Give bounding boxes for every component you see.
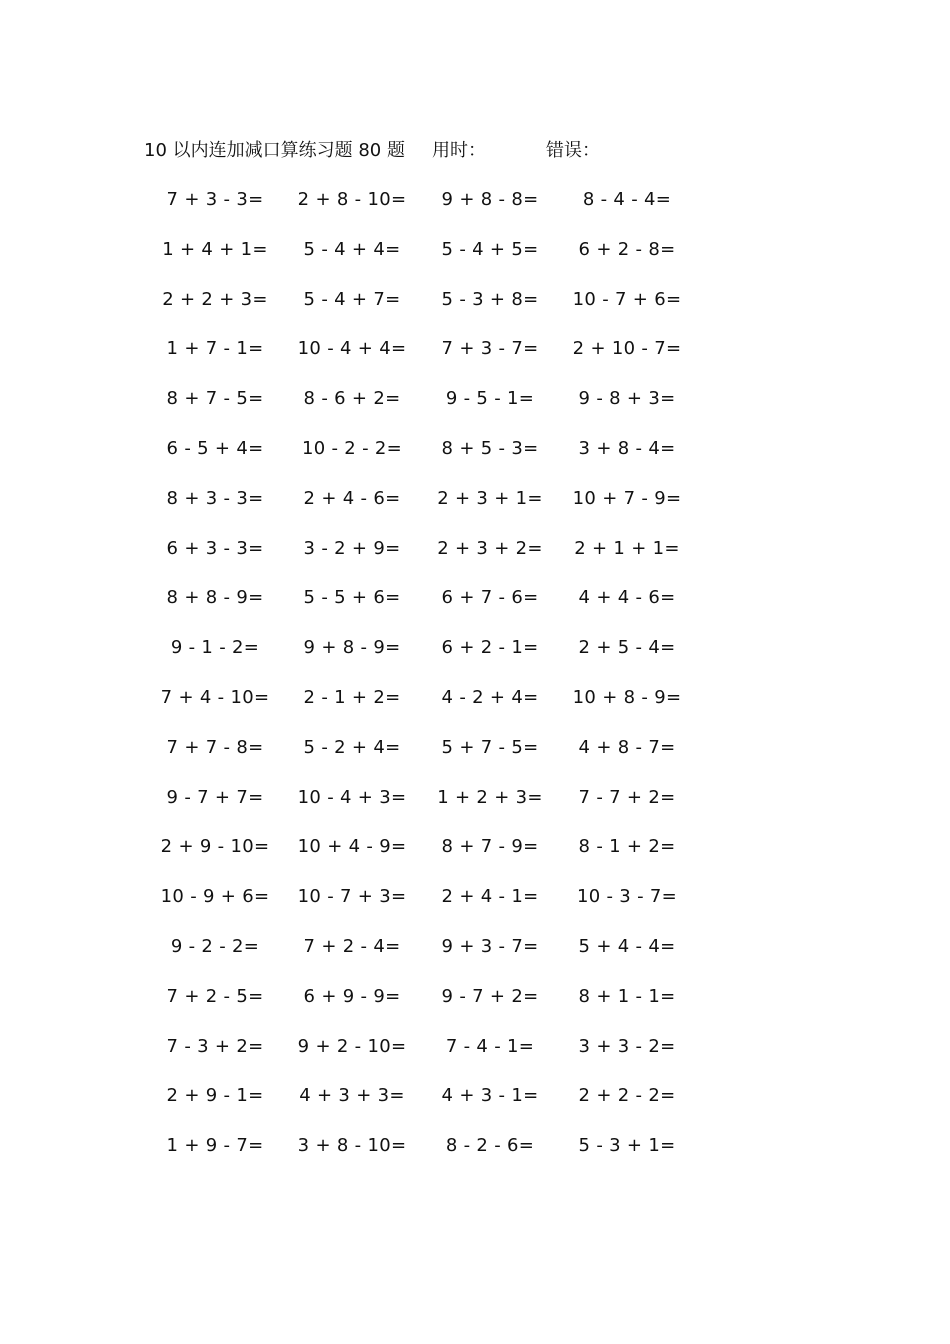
math-problem: 10 - 2 - 2= <box>301 437 403 459</box>
math-problem: 9 - 7 + 7= <box>166 786 264 808</box>
math-problem: 2 + 9 - 1= <box>166 1085 264 1107</box>
math-problem: 5 - 3 + 1= <box>578 1135 676 1157</box>
math-problem: 4 + 8 - 7= <box>578 736 676 758</box>
math-problem: 2 - 1 + 2= <box>303 686 401 708</box>
math-problem: 2 + 3 + 2= <box>437 537 543 559</box>
math-problem: 7 + 7 - 8= <box>166 736 264 758</box>
math-problem: 8 - 6 + 2= <box>303 388 401 410</box>
math-problem: 10 - 3 - 7= <box>576 886 678 908</box>
math-problem: 9 - 7 + 2= <box>441 985 539 1007</box>
math-problem: 9 + 8 - 9= <box>303 637 401 659</box>
math-problem: 10 - 4 + 4= <box>297 338 407 360</box>
math-problem: 3 + 8 - 10= <box>297 1135 407 1157</box>
math-problem: 2 + 10 - 7= <box>572 338 682 360</box>
math-problem: 10 - 7 + 3= <box>297 886 407 908</box>
math-problem: 10 + 7 - 9= <box>572 487 682 509</box>
math-problem: 6 + 7 - 6= <box>441 587 539 609</box>
math-problem: 5 + 7 - 5= <box>441 736 539 758</box>
math-problem: 9 - 1 - 2= <box>170 637 260 659</box>
problem-row <box>150 584 690 634</box>
math-problem: 7 + 4 - 10= <box>160 686 270 708</box>
problem-row <box>150 634 690 684</box>
math-problem: 7 + 2 - 4= <box>303 935 401 957</box>
math-problem: 2 + 3 + 1= <box>437 487 543 509</box>
math-problem: 4 + 3 - 1= <box>441 1085 539 1107</box>
problem-row <box>150 186 690 236</box>
problem-row <box>150 385 690 435</box>
problem-row <box>150 983 690 1033</box>
math-problem: 10 - 4 + 3= <box>297 786 407 808</box>
math-problem: 2 + 5 - 4= <box>578 637 676 659</box>
problem-row <box>150 883 690 933</box>
math-problem: 10 + 8 - 9= <box>572 686 682 708</box>
math-problem: 8 - 4 - 4= <box>582 189 672 210</box>
problem-row <box>150 286 690 336</box>
math-problem: 1 + 7 - 1= <box>166 338 264 360</box>
math-problem: 1 + 2 + 3= <box>437 786 543 808</box>
math-problem: 3 + 3 - 2= <box>578 1035 676 1057</box>
math-problem: 8 + 7 - 9= <box>441 836 539 858</box>
math-problem: 10 - 7 + 6= <box>572 288 682 310</box>
math-problem: 3 + 8 - 4= <box>578 437 676 459</box>
problem-row <box>150 535 690 585</box>
math-problem: 7 + 3 - 3= <box>166 189 264 210</box>
problem-row <box>150 485 690 535</box>
math-problem: 2 + 2 - 2= <box>578 1085 676 1107</box>
math-problem: 8 + 8 - 9= <box>166 587 264 609</box>
math-problem: 6 + 9 - 9= <box>303 985 401 1007</box>
problem-row <box>150 335 690 385</box>
problem-row <box>150 734 690 784</box>
math-problem: 8 + 5 - 3= <box>441 437 539 459</box>
math-problem: 3 - 2 + 9= <box>303 537 401 559</box>
math-problem: 9 + 2 - 10= <box>297 1035 407 1057</box>
problem-row <box>150 236 690 286</box>
problem-row <box>150 1132 690 1182</box>
math-problem: 5 - 2 + 4= <box>303 736 401 758</box>
math-problem: 5 + 4 - 4= <box>578 935 676 957</box>
math-problem: 4 + 3 + 3= <box>299 1085 405 1107</box>
math-problem: 7 - 4 - 1= <box>445 1035 535 1057</box>
math-problem: 1 + 4 + 1= <box>162 238 268 260</box>
math-problem: 8 - 2 - 6= <box>445 1135 535 1157</box>
problem-row <box>150 684 690 734</box>
math-problem: 9 + 8 - 8= <box>441 189 539 210</box>
math-problem: 6 + 3 - 3= <box>166 537 264 559</box>
math-problem: 9 + 3 - 7= <box>441 935 539 957</box>
math-problem: 4 + 4 - 6= <box>578 587 676 609</box>
math-problem: 10 + 4 - 9= <box>297 836 407 858</box>
worksheet-title: 10 以内连加减口算练习题 80 题 <box>144 140 405 161</box>
math-problem: 6 - 5 + 4= <box>166 437 264 459</box>
math-problem: 7 - 3 + 2= <box>166 1035 264 1057</box>
math-problem: 2 + 1 + 1= <box>574 537 680 559</box>
math-problem: 7 + 2 - 5= <box>166 985 264 1007</box>
math-problem: 6 + 2 - 8= <box>578 238 676 260</box>
problem-row <box>150 833 690 883</box>
math-problem: 5 - 4 + 4= <box>303 238 401 260</box>
math-problem: 2 + 8 - 10= <box>297 189 407 210</box>
math-problem: 8 + 1 - 1= <box>578 985 676 1007</box>
math-problem: 4 - 2 + 4= <box>441 686 539 708</box>
math-problem: 2 + 2 + 3= <box>162 288 268 310</box>
math-problem: 9 - 8 + 3= <box>578 388 676 410</box>
time-used-label: 用时： <box>432 140 486 161</box>
math-problem: 1 + 9 - 7= <box>166 1135 264 1157</box>
problem-row <box>150 933 690 983</box>
math-problem: 10 - 9 + 6= <box>160 886 270 908</box>
math-problem: 5 - 4 + 5= <box>441 238 539 260</box>
math-problem: 5 - 5 + 6= <box>303 587 401 609</box>
math-problem: 5 - 3 + 8= <box>441 288 539 310</box>
math-problem: 7 + 3 - 7= <box>441 338 539 360</box>
math-problem: 8 + 3 - 3= <box>166 487 264 509</box>
problem-row <box>150 1082 690 1132</box>
math-problem: 2 + 4 - 1= <box>441 886 539 908</box>
math-problem: 8 + 7 - 5= <box>166 388 264 410</box>
math-problem: 5 - 4 + 7= <box>303 288 401 310</box>
math-problem: 9 - 5 - 1= <box>445 388 535 410</box>
problem-grid <box>150 186 690 1182</box>
math-problem: 9 - 2 - 2= <box>170 935 260 957</box>
math-problem: 6 + 2 - 1= <box>441 637 539 659</box>
math-problem: 2 + 4 - 6= <box>303 487 401 509</box>
problem-row <box>150 435 690 485</box>
problem-row <box>150 1033 690 1083</box>
math-problem: 2 + 9 - 10= <box>160 836 270 858</box>
problem-row <box>150 784 690 834</box>
error-count-label: 错误： <box>546 140 600 161</box>
math-problem: 7 - 7 + 2= <box>578 786 676 808</box>
math-problem: 8 - 1 + 2= <box>578 836 676 858</box>
